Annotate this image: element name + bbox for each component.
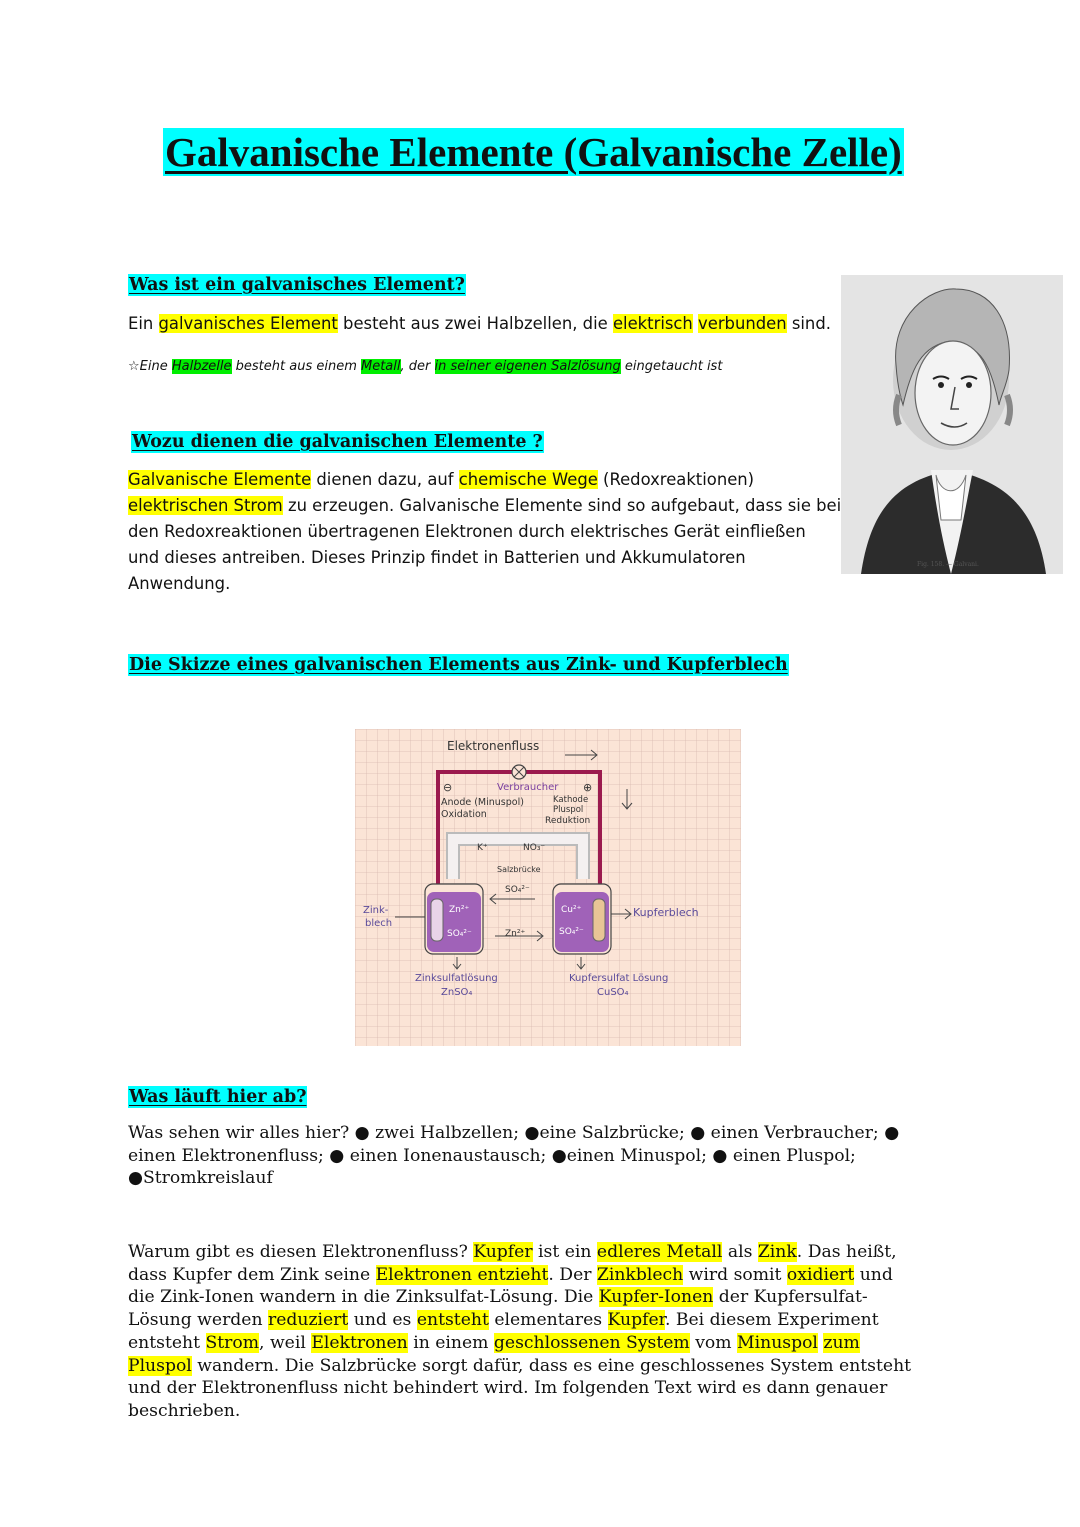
sulfate-right-label: SO₄²⁻ — [559, 927, 584, 937]
copper-ion-label: Cu²⁺ — [561, 905, 582, 915]
portrait-illustration — [841, 275, 1063, 574]
cuso4-label: CuSO₄ — [597, 987, 629, 998]
salt-bridge-label: Salzbrücke — [497, 865, 541, 874]
zinc-plate-label-2: blech — [365, 918, 393, 929]
explanation-paragraph: Warum gibt es diesen Elektronenfluss? Kupfer ist ein edleres Metall als Zink. Das heißt, dass Kupfer dem Zink seine Elektronen entzieht. Der Zinkblech wird somit oxidiert und die Zink-Ionen wandern in die Zinksulfat-Lösung. Die Kupfer-Ionen der Kupfersulfat- Lösung werden reduziert und es entsteht elementares Kupfer. Bei diesem Experiment entsteht Strom, weil Elektronen in einem geschlossenen System vom Minuspol zum Pluspol wandern. Die Salzbrücke sorgt dafür, dass es eine geschlossenes System entsteht und der Elektronenfluss nicht behindert wird. Im folgenden Text wird es dann genauer beschrieben. — [128, 1242, 912, 1421]
plus-icon: ⊕ — [583, 781, 593, 794]
minus-icon: ⊖ — [443, 781, 453, 794]
section-heading-purpose: Wozu dienen die galvanischen Elemente ? — [132, 432, 543, 452]
galvanic-cell-sketch — [355, 729, 741, 1046]
copper-plate-label: Kupferblech — [633, 906, 699, 919]
components-paragraph: Was sehen wir alles hier? ● zwei Halbzellen; ●eine Salzbrücke; ● einen Verbraucher; ● einen Elektronenfluss; ● einen Ionenaustausch; ●einen Minuspol; ● einen Pluspol; ●Stromkreislauf — [128, 1123, 900, 1189]
star-icon: ☆ — [128, 359, 140, 374]
consumer-label: Verbraucher — [497, 782, 559, 793]
zinc-ion-mid-label: Zn²⁺ — [505, 929, 526, 939]
sulfate-mid-label: SO₄²⁻ — [505, 885, 530, 895]
pluspol-label: Pluspol — [553, 805, 584, 815]
page-title: Galvanische Elemente (Galvanische Zelle) — [165, 129, 902, 175]
k-ion-label: K⁺ — [477, 843, 488, 853]
sketch-drawing — [355, 729, 741, 1046]
reduction-label: Reduktion — [545, 816, 591, 826]
halfcell-note: ☆Eine Halbzelle besteht aus einem Metall, der in seiner eigenen Salzlösung eingetaucht ist — [128, 359, 723, 374]
section-heading-sketch: Die Skizze eines galvanischen Elements aus Zink- und Kupferblech — [129, 655, 788, 675]
portrait-caption: Fig. 158. — Galvani. — [917, 561, 979, 568]
oxidation-label: Oxidation — [441, 809, 487, 820]
sulfate-left-label: SO₄²⁻ — [447, 929, 472, 939]
purpose-paragraph: Galvanische Elemente dienen dazu, auf chemische Wege (Redoxreaktionen) elektrischen Strom zu erzeugen. Galvanische Elemente sind so aufgebaut, dass sie bei den Redoxreaktionen übertragenen Elektronen durch elektrisches Gerät einfließen und dieses antreiben. Dieses Prinzip findet in Batterien und Akkumulatoren Anwendung. — [128, 470, 842, 593]
section-heading-what-is: Was ist ein galvanisches Element? — [129, 275, 465, 295]
cathode-label: Kathode — [553, 795, 589, 805]
nitrate-label: NO₃⁻ — [523, 843, 546, 853]
zinc-sulfate-label: Zinksulfatlösung — [415, 973, 498, 984]
section-heading-process: Was läuft hier ab? — [129, 1087, 307, 1107]
anode-label: Anode (Minuspol) — [441, 797, 524, 808]
electron-flow-label: Elektronenfluss — [447, 739, 540, 753]
copper-sulfate-label: Kupfersulfat Lösung — [569, 973, 669, 984]
galvani-portrait — [841, 275, 1063, 574]
zinc-ion-left-label: Zn²⁺ — [449, 905, 470, 915]
zinc-plate-label: Zink- — [363, 905, 389, 916]
definition-paragraph: Ein galvanisches Element besteht aus zwei Halbzellen, die elektrisch verbunden sind. — [128, 314, 831, 333]
znso4-label: ZnSO₄ — [441, 987, 473, 998]
